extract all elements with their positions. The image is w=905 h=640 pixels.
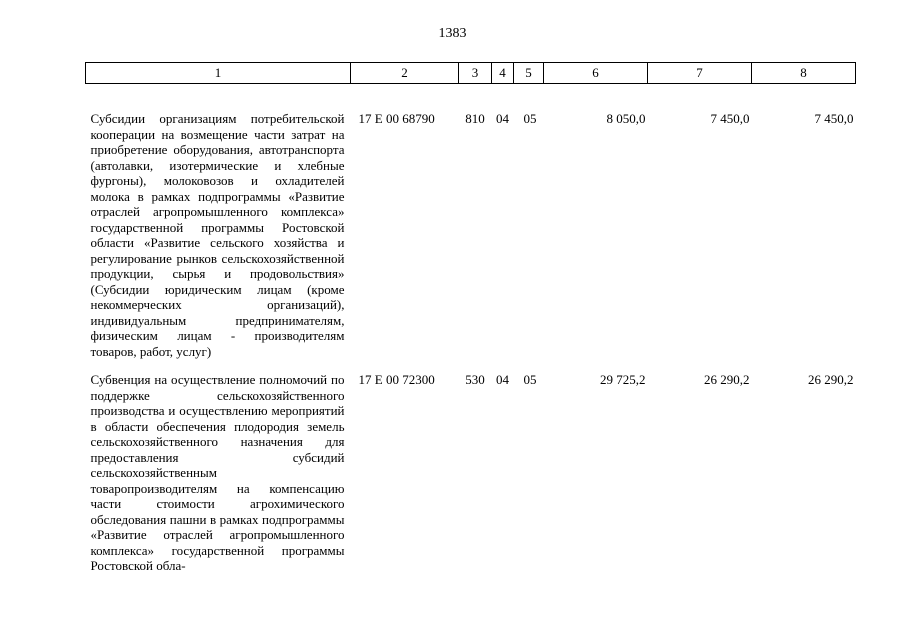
row-amount-col8: 7 450,0 xyxy=(814,111,854,126)
row-target-code: 17 Е 00 72300 xyxy=(358,372,435,387)
budget-table xyxy=(85,62,856,574)
column-header-2: 2 xyxy=(351,63,459,84)
row-expense-type: 530 xyxy=(465,372,485,387)
row-amount-col7: 26 290,2 xyxy=(704,372,750,387)
column-header-6: 6 xyxy=(544,63,648,84)
row-amount-col7: 7 450,0 xyxy=(710,111,750,126)
row-amount-col8: 26 290,2 xyxy=(808,372,854,387)
column-header-8: 8 xyxy=(752,63,856,84)
column-header-4: 4 xyxy=(492,63,514,84)
table-row xyxy=(86,359,856,574)
row-section: 04 xyxy=(496,372,509,387)
row-description: Субвенция на осуществление полномочий по поддержке сельскохозяйственного производства и осуществлению мероприятий в области обеспечения плодородия земель сельскохозяйственного назначения для предоставления субсидий сельскохозяйственным товаропроизводителям на компенсацию части стоимости агрохимического обследования пашни в рамках подпрограммы «Развитие отраслей агропромышленного комплекса» государственной программы Ростовской обла- xyxy=(90,372,345,573)
row-section: 04 xyxy=(496,111,509,126)
column-header-3: 3 xyxy=(459,63,492,84)
table-row xyxy=(86,84,856,360)
column-header-7: 7 xyxy=(648,63,752,84)
column-header-1: 1 xyxy=(86,63,351,84)
row-description: Субсидии организациям потребительской кооперации на возмещение части затрат на приобретение оборудования, автотранспорта (автолавки, изотермические и хлебные фургоны), молоковозов и охладителей молока в рамках подпрограммы «Развитие отраслей агропромышленного комплекса» государственной программы Ростовской области «Развитие сельского хозяйства и регулирование рынков сельскохозяйственной продукции, сырья и продовольствия» (Субсидии юридическим лицам (кроме некоммерческих организаций), индивидуальным предпринимателям, физическим лицам - производителям товаров, работ, услуг) xyxy=(90,111,345,359)
page-number: 1383 xyxy=(438,26,467,41)
table-header-row xyxy=(86,63,856,84)
column-header-5: 5 xyxy=(514,63,544,84)
row-target-code: 17 Е 00 68790 xyxy=(358,111,435,126)
row-subsection: 05 xyxy=(523,111,537,126)
row-amount-col6: 8 050,0 xyxy=(606,111,646,126)
row-amount-col6: 29 725,2 xyxy=(600,372,646,387)
row-expense-type: 810 xyxy=(465,111,485,126)
row-subsection: 05 xyxy=(523,372,537,387)
